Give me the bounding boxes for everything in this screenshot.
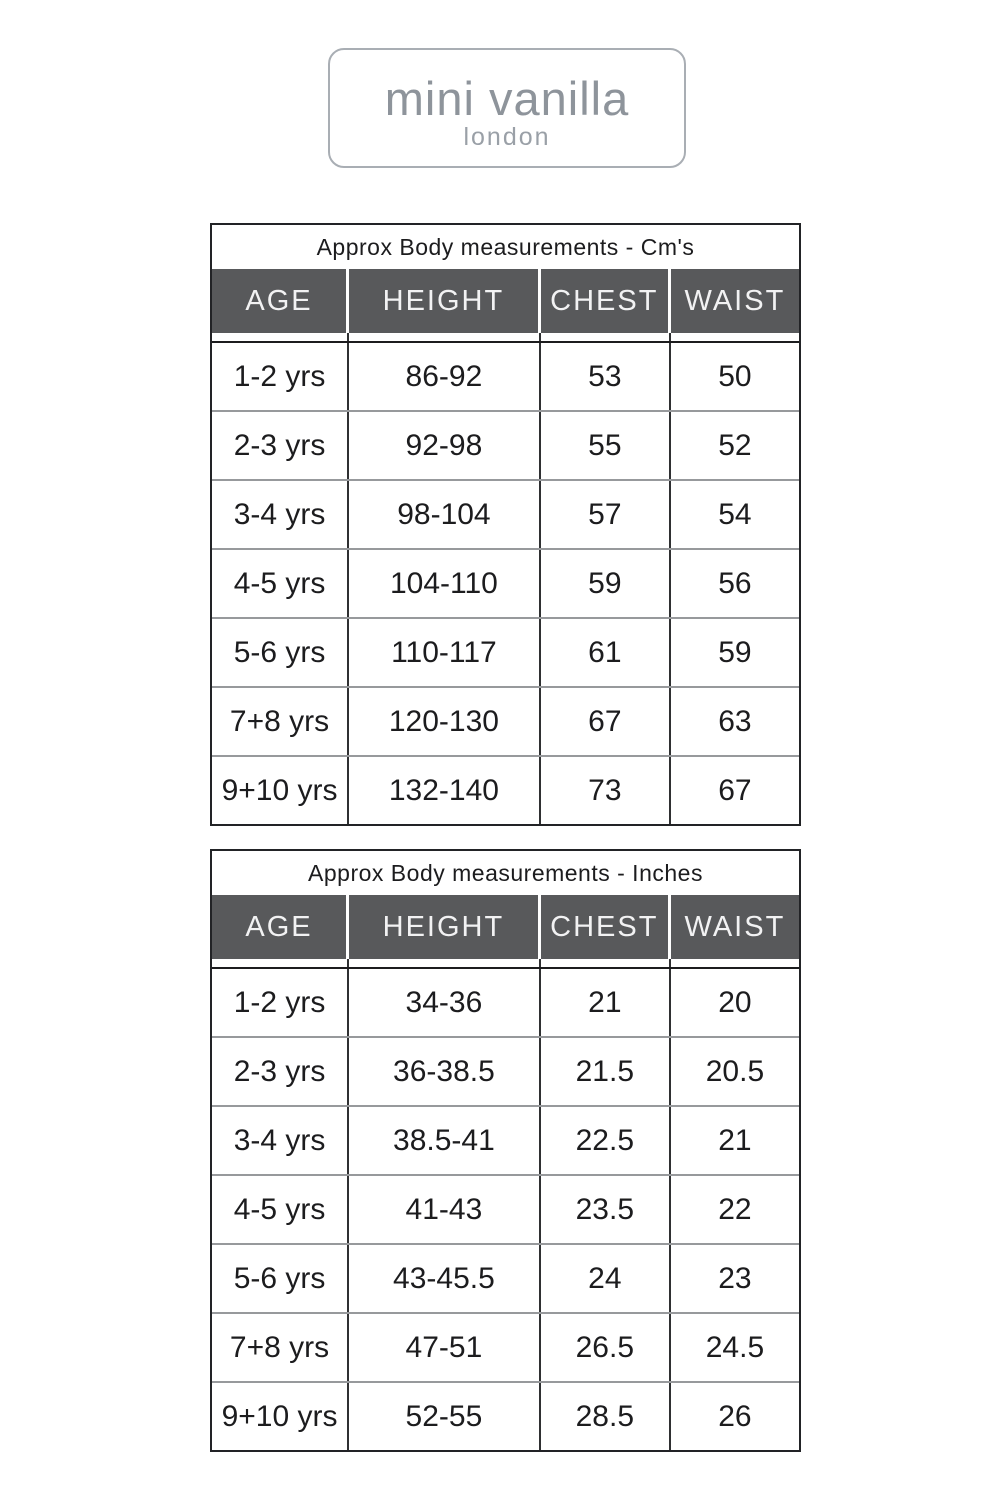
table-cell: 54 (718, 497, 752, 531)
table-cell: 43-45.5 (349, 1245, 541, 1312)
table-cell: 9+10 yrs (212, 757, 349, 824)
table-row (212, 1312, 799, 1381)
table-cell: 26.5 (541, 1314, 671, 1381)
table-body (212, 967, 799, 1450)
table-cell: 2-3 yrs (212, 412, 349, 479)
table-title: Approx Body measurements - Inches (308, 859, 703, 886)
table-cell: 24.5 (705, 1330, 765, 1364)
column-header: WAIST (684, 284, 786, 317)
header-gap-row (212, 333, 799, 341)
table-cell: 4-5 yrs (212, 550, 349, 617)
table-cell: 63 (718, 704, 752, 738)
table-cell: 1-2 yrs (212, 969, 349, 1036)
table-cell: 24 (541, 1245, 671, 1312)
table-cell: 20 (718, 985, 752, 1019)
table-cell: 20.5 (705, 1054, 765, 1088)
table-cell: 61 (541, 619, 671, 686)
table-cell: 52 (718, 428, 752, 462)
size-table (210, 849, 801, 1452)
header-gap-cell (671, 333, 799, 341)
table-cell: 41-43 (349, 1176, 541, 1243)
table-cell: 53 (541, 343, 671, 410)
table-cell: 55 (541, 412, 671, 479)
table-cell: 23.5 (541, 1176, 671, 1243)
table-cell: 57 (541, 481, 671, 548)
table-cell: 5-6 yrs (212, 619, 349, 686)
table-row (212, 1036, 799, 1105)
table-row (212, 548, 799, 617)
table-cell: 22 (718, 1192, 752, 1226)
table-cell: 22.5 (541, 1107, 671, 1174)
table-row (212, 617, 799, 686)
header-gap-cell (671, 959, 799, 967)
brand-city: london (463, 122, 551, 151)
column-header: HEIGHT (349, 269, 541, 333)
table-cell: 7+8 yrs (212, 688, 349, 755)
table-cell: 67 (541, 688, 671, 755)
table-cell: 2-3 yrs (212, 1038, 349, 1105)
column-header: AGE (212, 269, 349, 333)
header-gap-cell (541, 959, 671, 967)
table-cell: 73 (541, 757, 671, 824)
header-gap-cell (212, 959, 349, 967)
table-cell: 98-104 (349, 481, 541, 548)
table-cell: 47-51 (349, 1314, 541, 1381)
table-row (212, 479, 799, 548)
table-title: Approx Body measurements - Cm's (316, 233, 695, 260)
table-row (212, 1174, 799, 1243)
table-row (212, 755, 799, 824)
table-cell: 38.5-41 (349, 1107, 541, 1174)
table-cell: 132-140 (349, 757, 541, 824)
column-header: WAIST (684, 910, 786, 943)
column-header: CHEST (541, 895, 671, 959)
table-cell: 59 (718, 635, 752, 669)
table-body (212, 341, 799, 824)
size-table (210, 223, 801, 826)
table-cell: 3-4 yrs (212, 1107, 349, 1174)
table-cell: 21 (541, 969, 671, 1036)
table-cell: 59 (541, 550, 671, 617)
table-cell: 28.5 (541, 1383, 671, 1450)
table-cell: 23 (718, 1261, 752, 1295)
table-header-row (212, 269, 799, 333)
table-cell: 4-5 yrs (212, 1176, 349, 1243)
table-cell: 9+10 yrs (212, 1383, 349, 1450)
column-header: CHEST (541, 269, 671, 333)
table-cell: 92-98 (349, 412, 541, 479)
table-cell: 104-110 (349, 550, 541, 617)
table-cell: 110-117 (349, 619, 541, 686)
table-row (212, 343, 799, 410)
table-cell: 21 (718, 1123, 752, 1157)
table-cell: 56 (718, 566, 752, 600)
table-cell: 3-4 yrs (212, 481, 349, 548)
table-cell: 26 (718, 1399, 752, 1433)
table-row (212, 1243, 799, 1312)
header-gap-row (212, 959, 799, 967)
table-cell: 1-2 yrs (212, 343, 349, 410)
brand-logo (328, 48, 686, 168)
column-header: HEIGHT (349, 895, 541, 959)
table-cell: 67 (718, 773, 752, 807)
header-gap-cell (541, 333, 671, 341)
header-gap-cell (349, 959, 541, 967)
table-row (212, 1381, 799, 1450)
table-cell: 52-55 (349, 1383, 541, 1450)
table-row (212, 969, 799, 1036)
header-gap-cell (349, 333, 541, 341)
tables-container (210, 223, 801, 1452)
table-row (212, 686, 799, 755)
table-cell: 21.5 (541, 1038, 671, 1105)
table-cell: 34-36 (349, 969, 541, 1036)
table-cell: 7+8 yrs (212, 1314, 349, 1381)
brand-name: mini vanilla (384, 71, 630, 125)
table-cell: 36-38.5 (349, 1038, 541, 1105)
table-cell: 86-92 (349, 343, 541, 410)
header-gap-cell (212, 333, 349, 341)
table-cell: 5-6 yrs (212, 1245, 349, 1312)
table-cell: 50 (718, 359, 752, 393)
table-header-row (212, 895, 799, 959)
table-cell: 120-130 (349, 688, 541, 755)
column-header: AGE (212, 895, 349, 959)
table-row (212, 1105, 799, 1174)
table-row (212, 410, 799, 479)
